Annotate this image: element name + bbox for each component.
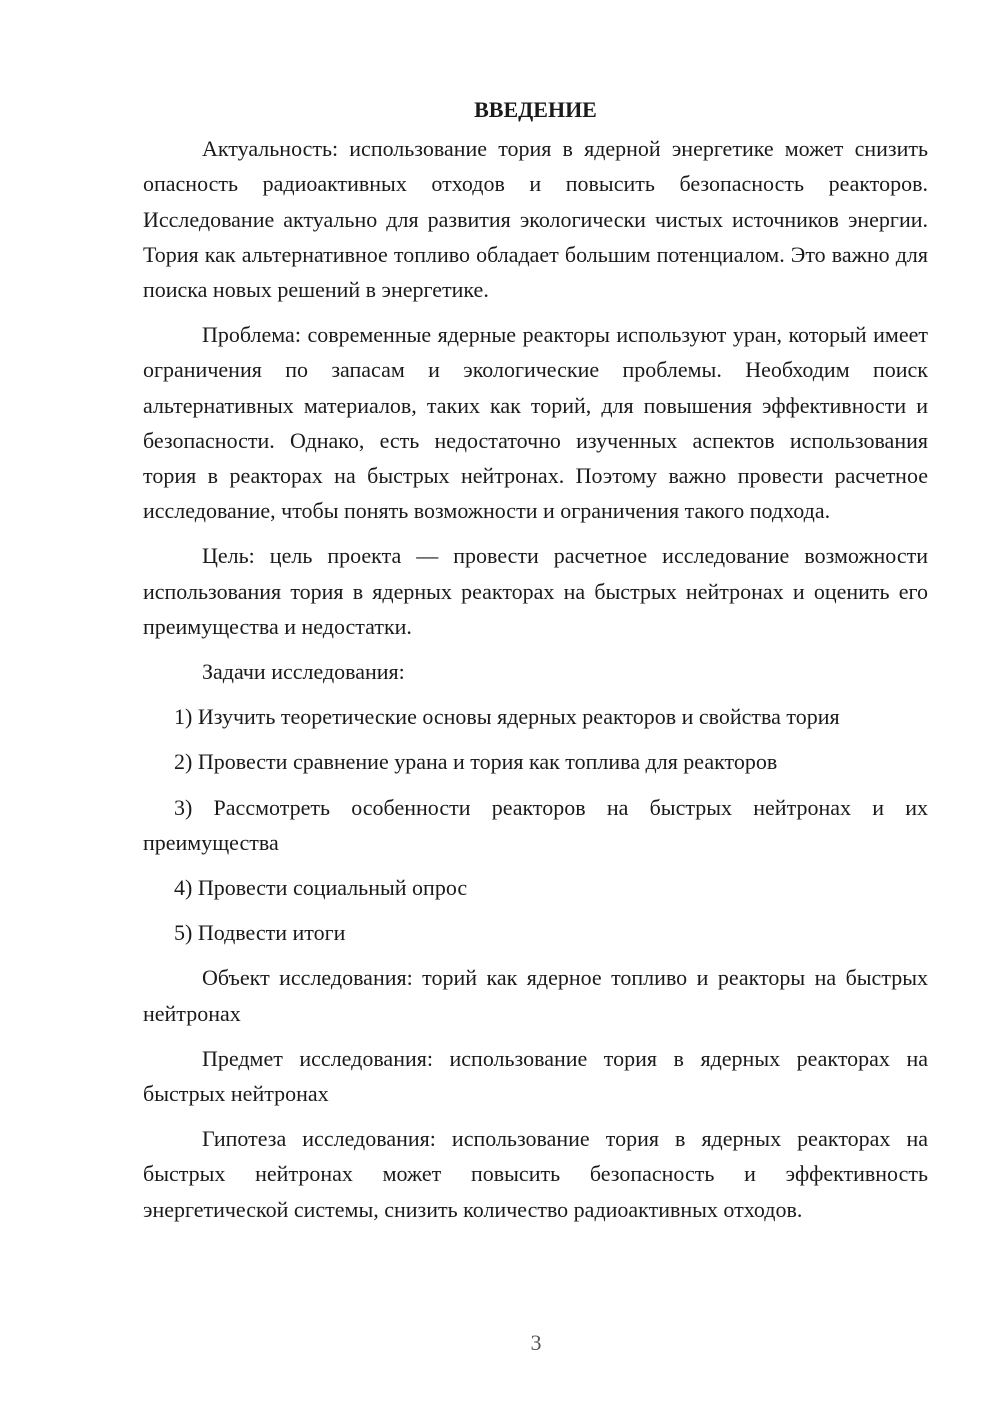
paragraph-hypothesis: Гипотеза исследования: использование тория в ядерных реакторах на быстрых нейтронах может повысить безопасность и эффективность энергетической системы, снизить количество радиоактивных отходов. xyxy=(143,1126,928,1222)
paragraph-subject: Предмет исследования: использование тория в ядерных реакторах на быстрых нейтронах xyxy=(143,1045,928,1107)
paragraph-problem: Проблема: современные ядерные реакторы используют уран, который имеет ограничения по запасам и экологические проблемы. Необходим поиск альтернативных материалов, таких как торий, для повышения эффективности и безопасности. Однако, есть недостаточно изученных аспектов использования тория в реакторах на быстрых нейтронах. Поэтому важно провести расчетное исследование, чтобы понять возможности и ограничения такого подхода. xyxy=(143,322,928,524)
paragraph-relevance: Актуальность: использование тория в ядерной энергетике может снизить опасность радиоактивных отходов и повысить безопасность реакторов. Исследование актуально для развития экологически чистых источников энергии. Тория как альтернативное топливо обладает большим потенциалом. Это важно для поиска новых решений в энергетике. xyxy=(143,136,928,303)
document-page xyxy=(143,92,928,1237)
task-item-2: 2) Провести сравнение урана и тория как топлива для реакторов xyxy=(174,749,778,775)
task-item-5: 5) Подвести итоги xyxy=(174,920,346,946)
tasks-heading: Задачи исследования: xyxy=(202,659,405,685)
paragraph-object: Объект исследования: торий как ядерное топливо и реакторы на быстрых нейтронах xyxy=(143,965,928,1026)
page-number: 3 xyxy=(530,1330,542,1355)
task-item-3: 3) Рассмотреть особенности реакторов на быстрых нейтронах и их преимущества xyxy=(143,794,928,855)
task-item-4: 4) Провести социальный опрос xyxy=(174,875,468,901)
task-item-1: 1) Изучить теоретические основы ядерных реакторов и свойства тория xyxy=(174,704,840,730)
page-title: ВВЕДЕНИЕ xyxy=(474,97,597,122)
paragraph-goal: Цель: цель проекта — провести расчетное исследование возможности использования тория в ядерных реакторах на быстрых нейтронах и оценить его преимущества и недостатки. xyxy=(143,543,928,639)
